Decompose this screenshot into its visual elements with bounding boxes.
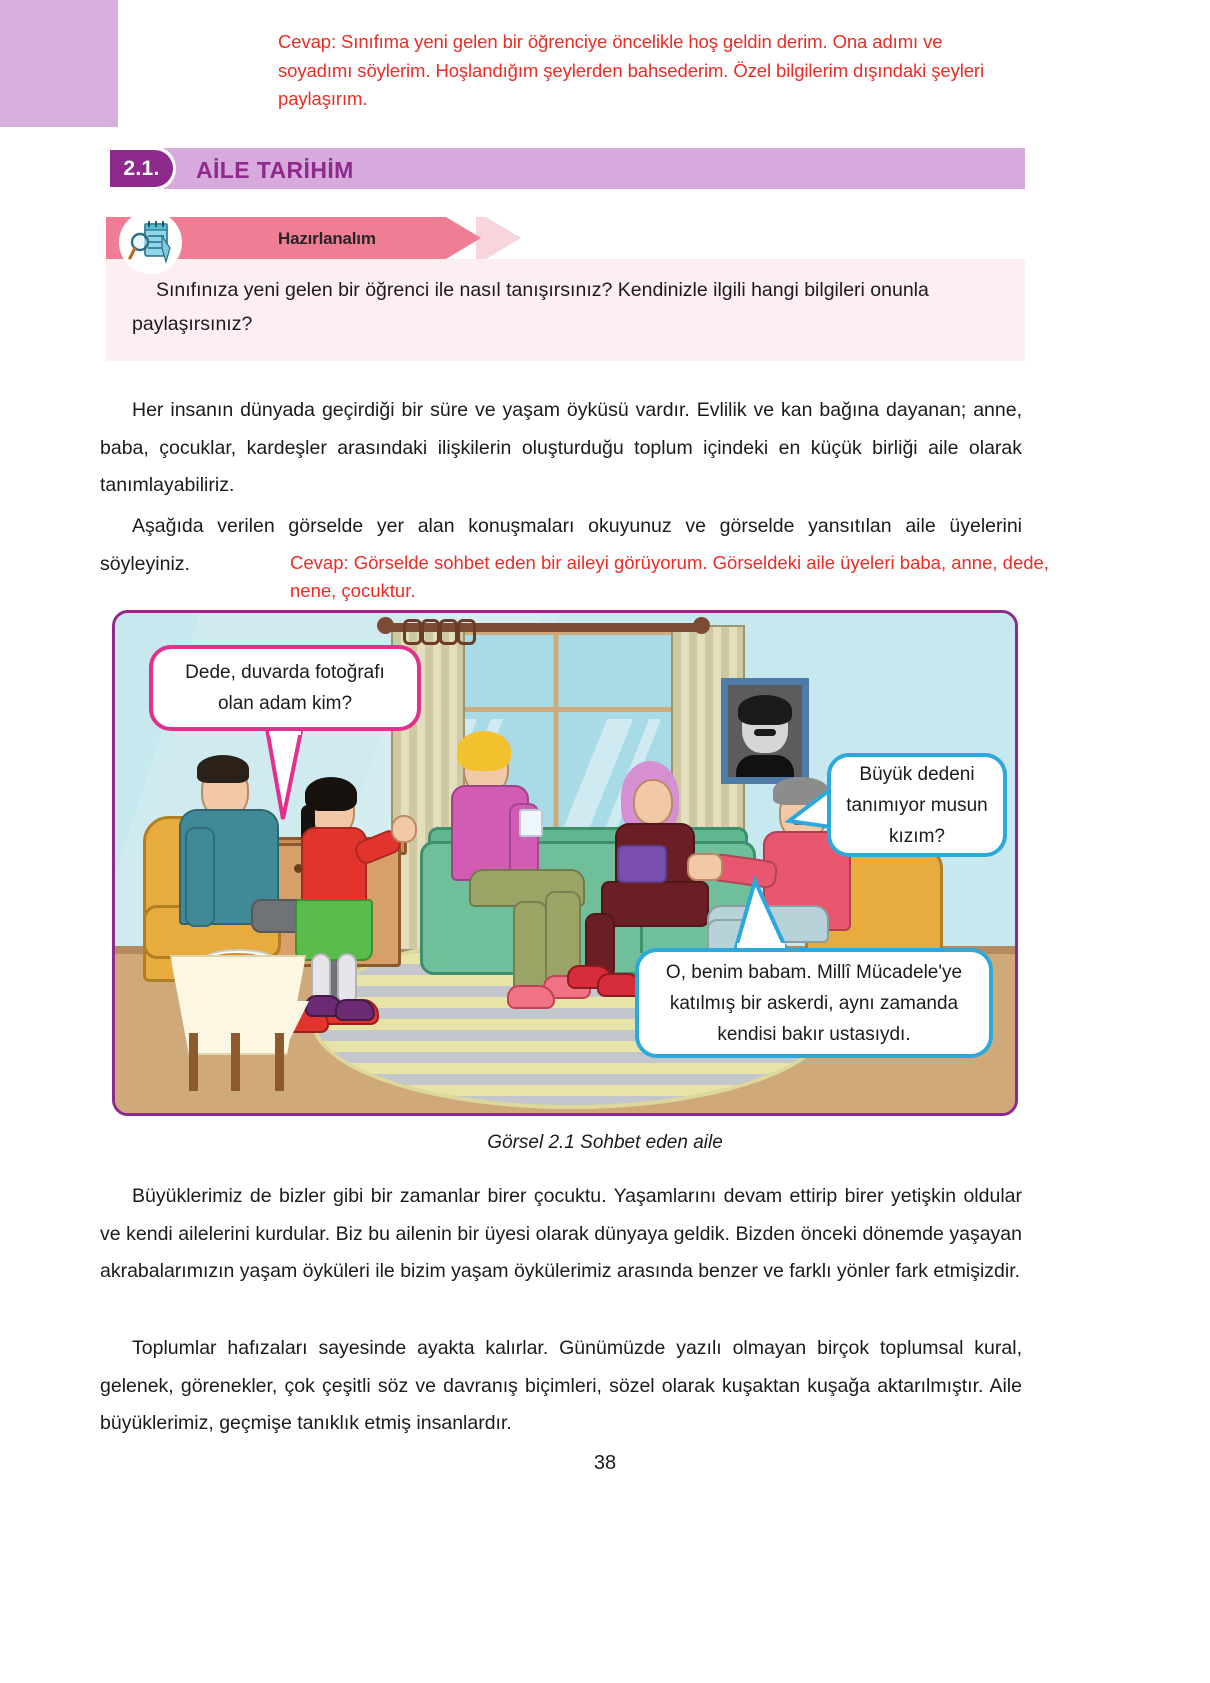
portrait-hair	[738, 695, 792, 725]
paragraph-3-text: Büyüklerimiz de bizler gibi bir zamanlar birer çocuktu. Yaşamlarını devam ettirip birer yetişkin oldular ve kendi ailelerini kurdular. Biz bu ailenin bir üyesi olarak dünyaya geldik. Bizden önceki dönemde yaşayan akrabalarımızın yaşam öyküleri ile bizim yaşam öykülerimiz arasında benzer ve farklı yönler fark etmişizdir.	[100, 1185, 1022, 1282]
father-arm	[185, 827, 215, 927]
page-number: 38	[593, 1452, 617, 1474]
table-leg	[231, 1033, 240, 1091]
grandmother-face	[633, 779, 673, 825]
paragraph-3	[100, 1178, 1022, 1291]
curtain-ring	[421, 619, 440, 645]
girl-skirt	[295, 899, 373, 961]
curtain-rod-knob-left	[377, 617, 394, 634]
prepare-question-body	[106, 259, 1025, 361]
girl-shirt	[301, 827, 367, 909]
curtain-rod-knob-right	[693, 617, 710, 634]
father-hair	[197, 755, 249, 783]
prepare-question-text: Sınıfınıza yeni gelen bir öğrenci ile nasıl tanışırsınız? Kendinizle ilgili hangi bilgileri onunla paylaşırsınız?	[132, 279, 929, 335]
prepare-header	[106, 217, 1025, 259]
prepare-label: Hazırlanalım	[278, 229, 376, 248]
table-leg	[189, 1033, 198, 1091]
speech-bubble-grandfather-question-text: Büyük dedeni tanımıyor musun kızım?	[846, 763, 988, 847]
mother-slipper	[507, 985, 555, 1009]
speech-bubble-grandfather-question	[827, 753, 1007, 857]
paragraph-1	[100, 392, 1022, 505]
grandfather-hand	[687, 853, 723, 881]
grandmother-yarn	[617, 845, 667, 883]
figure-caption: Görsel 2.1 Sohbet eden aile	[487, 1132, 723, 1153]
section-number-badge: 2.1.	[110, 150, 173, 187]
answer-text-inline: Cevap: Görselde sohbet eden bir aileyi görüyorum. Görseldeki aile üyeleri baba, anne, dede, nene, çocuktur.	[290, 552, 1049, 601]
prepare-block	[106, 217, 1025, 361]
grandfather-moustache	[793, 819, 813, 825]
grandmother-lap	[601, 881, 709, 927]
section-title: AİLE TARİHİM	[196, 157, 354, 183]
speech-bubble-child-question-text: Dede, duvarda fotoğrafı olan adam kim?	[185, 662, 385, 714]
paragraph-4	[100, 1330, 1022, 1443]
curtain-ring	[439, 619, 458, 645]
grandfather-hair	[773, 777, 829, 805]
table-leg	[275, 1033, 284, 1091]
paragraph-2-text: Aşağıda verilen görselde yer alan konuşmaları okuyunuz ve görselde yansıtılan aile üyelerini söyleyiniz.	[100, 515, 1022, 575]
portrait-moustache	[754, 729, 776, 736]
girl-hair	[305, 777, 357, 811]
girl-hand	[391, 815, 417, 843]
curtain-ring	[457, 619, 476, 645]
speech-bubble-grandfather-answer-text: O, benim babam. Millî Mücadele'ye katılmış bir askerdi, aynı zamanda kendisi bakır ustasıydı.	[665, 961, 963, 1045]
curtain-ring	[403, 619, 422, 645]
speech-bubble-grandfather-answer	[635, 948, 993, 1058]
girl-shoe	[335, 999, 375, 1021]
paragraph-4-text: Toplumlar hafızaları sayesinde ayakta kalırlar. Günümüzde yazılı olmayan birçok toplumsal kural, gelenek, görenekler, çok çeşitli söz ve davranış biçimleri, sözel olarak kuşaktan kuşağa aktarılmıştır. Aile büyüklerimiz, geçmişe tanıklık etmiş insanlardır.	[100, 1337, 1022, 1434]
magnifier-notepad-icon	[119, 211, 182, 274]
portrait-shoulders	[736, 755, 794, 777]
wall-portrait-frame	[721, 678, 809, 784]
prepare-tab-shadow	[476, 217, 521, 259]
mother-leg-lower	[513, 901, 547, 997]
girl-leg	[337, 953, 357, 1005]
mother-hair	[457, 731, 511, 771]
speech-bubble-child-question	[149, 645, 421, 731]
paragraph-1-text: Her insanın dünyada geçirdiği bir süre ve yaşam öyküsü vardır. Evlilik ve kan bağına dayanan; anne, baba, çocuklar, kardeşler arasındaki ilişkilerin oluşturduğu toplum içindeki en küçük birliği aile olarak tanımlayabiliriz.	[100, 399, 1022, 496]
decorative-corner-block	[0, 0, 118, 127]
answer-text-top: Cevap: Sınıfıma yeni gelen bir öğrenciye öncelikle hoş geldin derim. Ona adımı ve soyadımı söylerim. Hoşlandığım şeylerden bahsederim. Özel bilgilerim dışındaki şeyleri paylaşırım.	[278, 31, 984, 109]
mother-glass	[519, 809, 543, 837]
illustration-family-conversation	[112, 610, 1018, 1116]
